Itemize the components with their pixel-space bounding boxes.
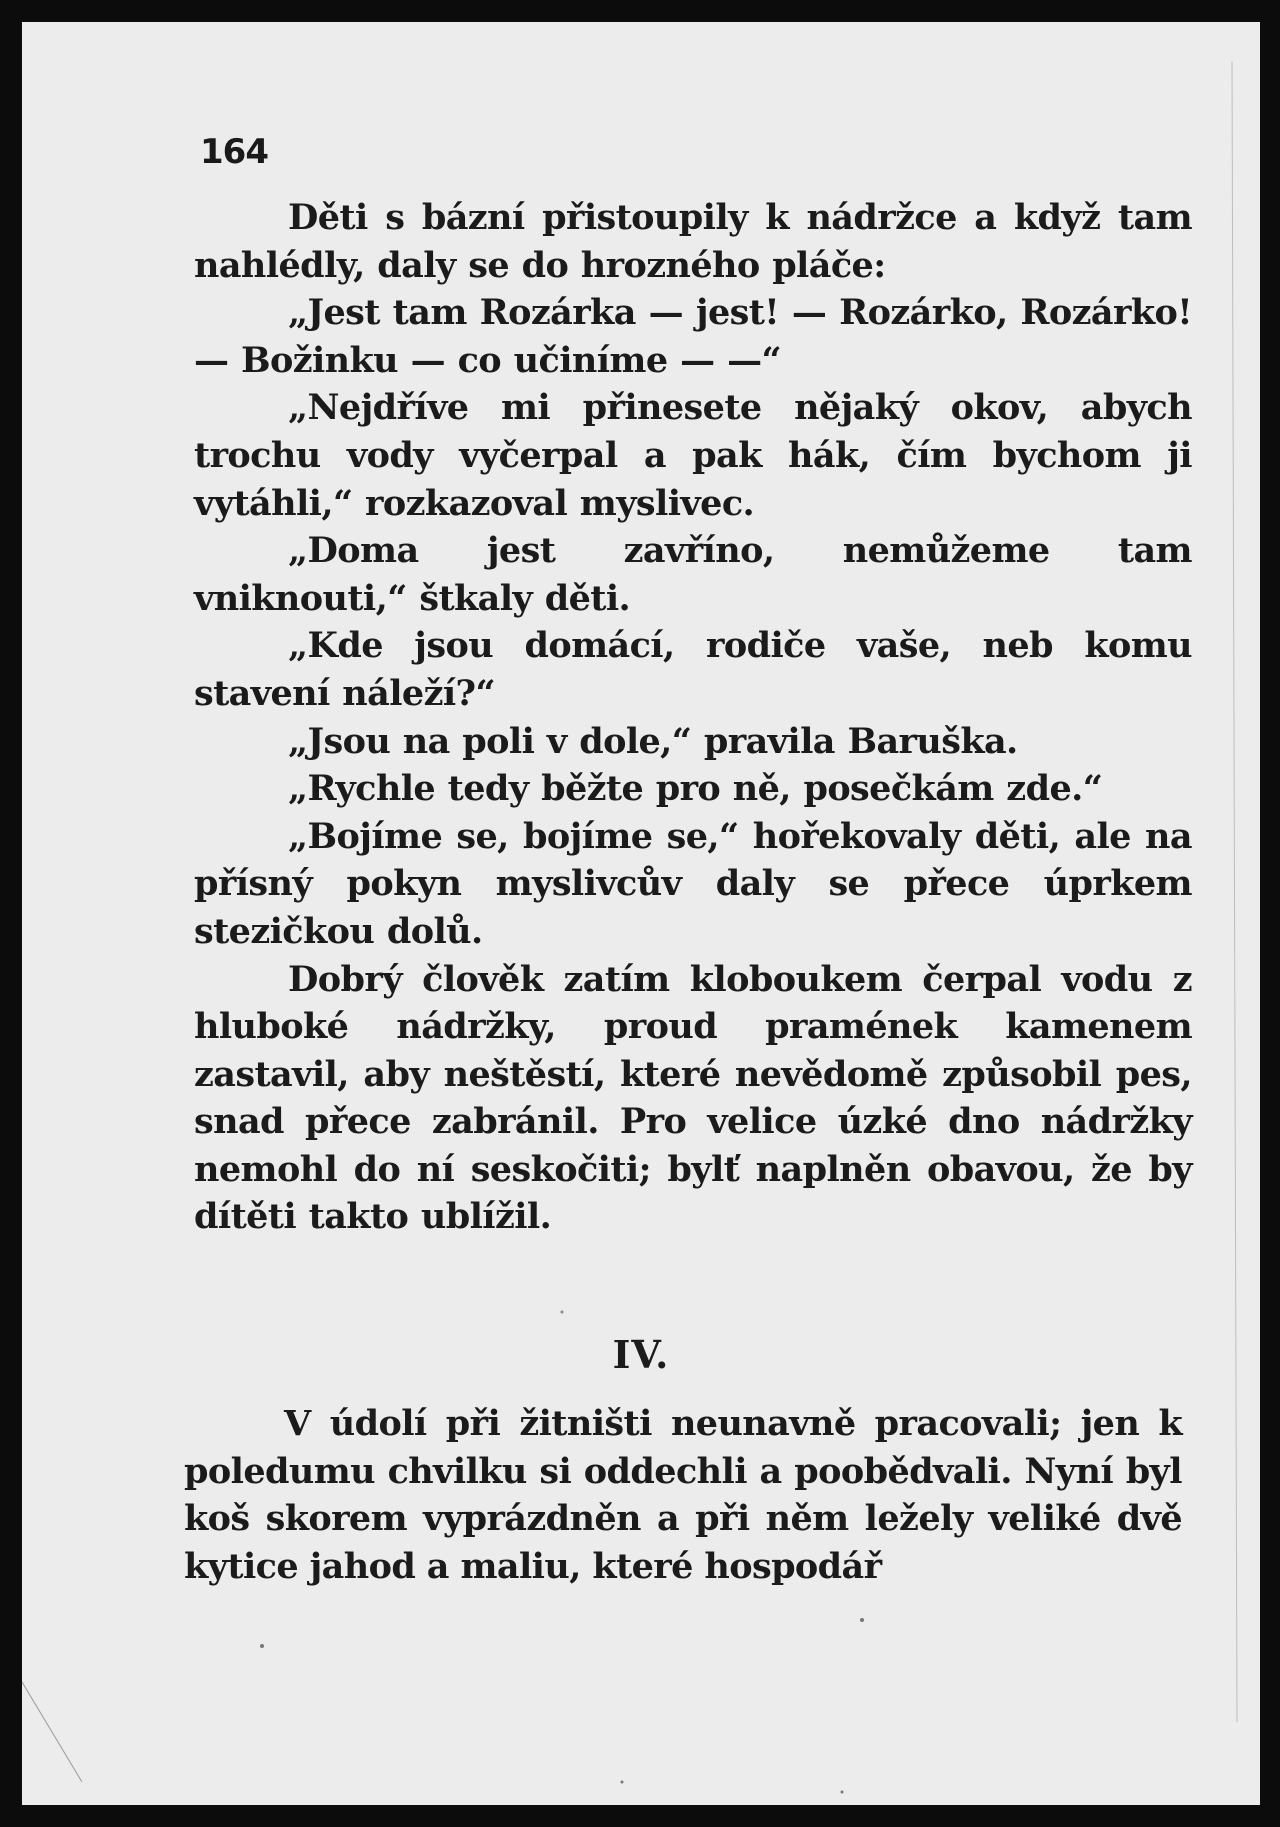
scratch-line — [22, 1682, 82, 1782]
paragraph: Děti s bázní přistoupily k nádržce a když tam nahlédly, daly se do hrozného pláče: — [194, 197, 1192, 286]
paragraph: Dobrý člověk zatím kloboukem čerpal vodu z hluboké nádržky, proud pramének kamenem zastavil, aby neštěstí, které nevědomě způsobil pes, snad přece zabránil. Pro velice úzké dno nádržky nemohl do ní seskočiti; bylť naplněn obavou, že by dítěti takto ublížil. — [194, 958, 1192, 1238]
body-text — [194, 194, 1192, 1241]
speck — [260, 1644, 264, 1648]
paragraph: „Kde jsou domácí, rodiče vaše, neb komu stavení náleží?“ — [194, 625, 1192, 714]
paragraph: „Bojíme se, bojíme se,“ hořekovaly děti, ale na přísný pokyn myslivcův daly se přece úprkem stezičkou dolů. — [194, 815, 1192, 952]
chapter-body-text — [184, 1400, 1182, 1590]
speck — [561, 1311, 564, 1314]
paragraph: „Rychle tedy běžte pro ně, posečkám zde.“ — [288, 768, 1103, 810]
paragraph: „Jsou na poli v dole,“ pravila Baruška. — [288, 720, 1018, 762]
paragraph: „Jest tam Rozárka — jest! — Rozárko, Rozárko! — Božinku — co učiníme — —“ — [194, 292, 1192, 381]
speck — [860, 1618, 864, 1622]
speck — [621, 1781, 624, 1784]
speck — [841, 1791, 844, 1794]
page-number: 164 — [200, 132, 268, 172]
paragraph: „Nejdříve mi přinesete nějaký okov, abych trochu vody vyčerpal a pak hák, čím bychom ji vytáhli,“ rozkazoval myslivec. — [194, 387, 1192, 524]
paragraph: „Doma jest zavříno, nemůžeme tam vniknouti,“ štkaly děti. — [194, 530, 1192, 619]
chapter-heading: IV. — [612, 1332, 670, 1377]
paragraph: V údolí při žitništi neunavně pracovali; jen k poledumu chvilku si oddechli a poobědvali. Nyní byl koš skorem vyprázdněn a při něm ležely veliké dvě kytice jahod a maliu, které hospodář — [184, 1403, 1182, 1587]
book-page — [22, 22, 1260, 1805]
fold-line — [1232, 62, 1237, 1722]
